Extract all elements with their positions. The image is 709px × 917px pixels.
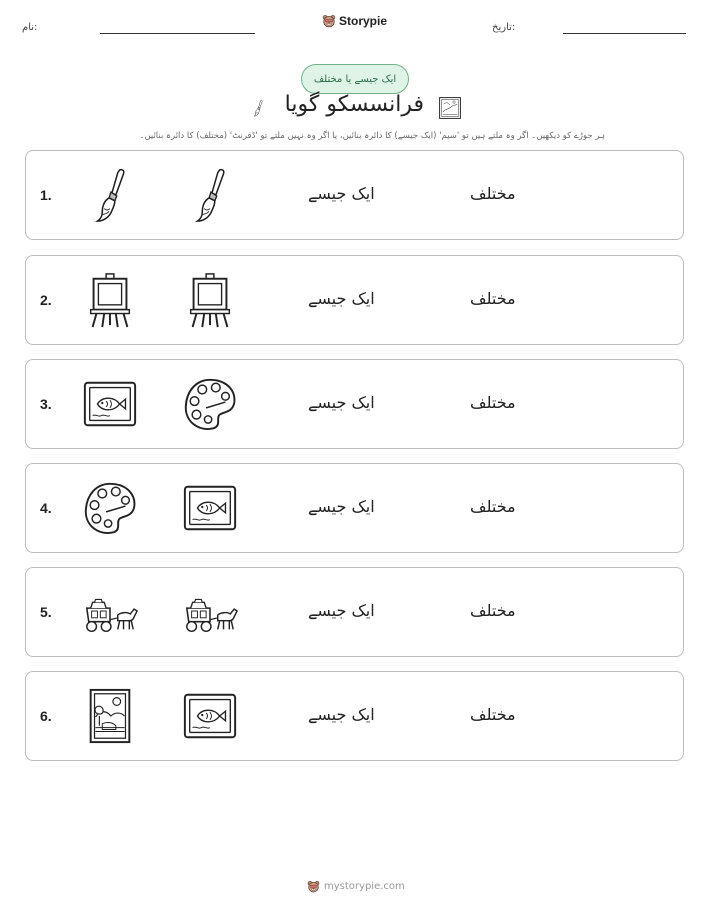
easel-icon [179,270,241,330]
option-different[interactable]: مختلف [470,497,516,516]
option-same[interactable]: ایک جیسے [308,601,375,620]
page-title: فرانسسکو گویا [284,92,424,117]
option-same[interactable]: ایک جیسے [308,289,375,308]
option-different[interactable]: مختلف [470,289,516,308]
option-different[interactable]: مختلف [470,601,516,620]
question-row [25,463,684,553]
paintbrush-icon [79,165,141,225]
date-label: تاریخ: [492,22,516,33]
framed-fish-painting-icon [179,686,241,746]
question-row [25,359,684,449]
question-row [25,150,684,240]
worksheet-type-badge: ایک جیسے یا مختلف [301,64,409,94]
horse-carriage-icon [79,582,141,642]
framed-fish-painting-icon [79,374,141,434]
paintbrush-icon [249,94,267,122]
bear-mascot-icon [322,14,336,28]
footer-url: mystorypie.com [324,881,405,892]
question-number: 2. [40,292,52,308]
title-row [0,92,709,126]
option-same[interactable]: ایک جیسے [308,393,375,412]
bear-mascot-icon [307,880,320,893]
question-number: 1. [40,187,52,203]
date-input-line[interactable] [563,33,686,34]
question-row [25,255,684,345]
question-row [25,671,684,761]
question-row [25,567,684,657]
question-number: 3. [40,396,52,412]
framed-painting-icon [438,95,462,121]
palette-icon [179,374,241,434]
name-label: نام: [22,22,38,33]
option-different[interactable]: مختلف [470,393,516,412]
horse-carriage-icon [179,582,241,642]
palette-icon [79,478,141,538]
option-different[interactable]: مختلف [470,184,516,203]
option-same[interactable]: ایک جیسے [308,705,375,724]
footer [307,880,405,893]
question-number: 6. [40,708,52,724]
storypie-logo [322,14,387,28]
option-same[interactable]: ایک جیسے [308,184,375,203]
framed-landscape-painting-icon [79,686,141,746]
name-input-line[interactable] [100,33,255,34]
instructions: ہر جوڑے کو دیکھیں۔ اگر وہ ملتے ہیں تو 'سیم' (ایک جیسے) کا دائرہ بنائیں، یا اگر وہ نہیں ملتے تو 'ڈفرنٹ' (مختلف) کا دائرہ بنائیں۔ [139,131,605,141]
option-same[interactable]: ایک جیسے [308,497,375,516]
question-number: 5. [40,604,52,620]
paintbrush-icon [179,165,241,225]
framed-fish-painting-icon [179,478,241,538]
question-number: 4. [40,500,52,516]
brand-name: Storypie [339,14,388,28]
option-different[interactable]: مختلف [470,705,516,724]
easel-icon [79,270,141,330]
